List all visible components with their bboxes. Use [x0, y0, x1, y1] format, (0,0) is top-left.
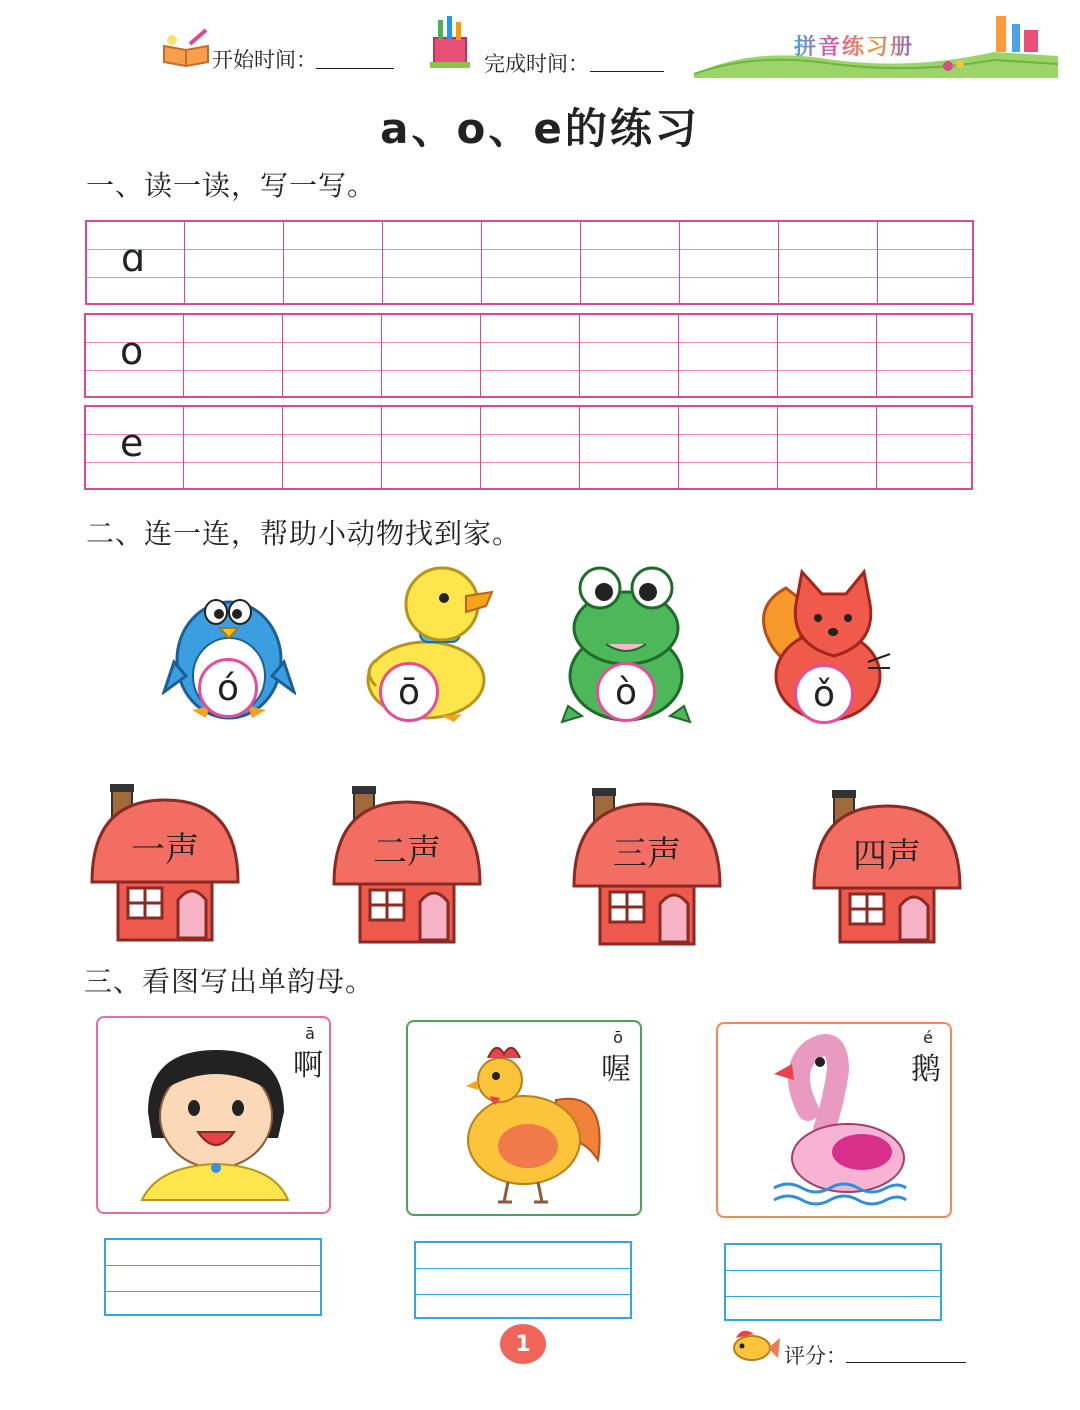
- score-label: 评分：: [784, 1344, 847, 1368]
- pinyin-o: ō: [613, 1028, 623, 1047]
- page-title: a、o、e的练习: [380, 104, 700, 153]
- picture-card-2: [406, 1020, 642, 1216]
- writing-grid-a[interactable]: [85, 220, 974, 305]
- pinyin-e: é: [923, 1028, 933, 1047]
- hanzi-a: 啊: [293, 1048, 323, 1083]
- picture-card-3: [716, 1022, 952, 1218]
- banner-title: 拼音练习册: [794, 35, 915, 60]
- pinyin-a: ā: [305, 1024, 315, 1043]
- grid-letter-o: o: [120, 329, 144, 373]
- answer-box-1[interactable]: [104, 1238, 322, 1316]
- girl-icon: [128, 1042, 298, 1202]
- pencil-cup-icon: [426, 14, 474, 70]
- house-label-2: 二声: [373, 832, 441, 872]
- tone-badge-4: ǒ: [794, 664, 854, 724]
- hanzi-e: 鹅: [911, 1052, 941, 1087]
- answer-box-3[interactable]: [724, 1243, 942, 1321]
- book-icon: [160, 26, 212, 70]
- tone-badge-2: ō: [379, 662, 439, 722]
- house-label-4: 四声: [853, 836, 921, 876]
- tone-badge-1: ó: [198, 658, 258, 718]
- tone-badge-3: ò: [596, 662, 656, 722]
- start-time-field[interactable]: [316, 68, 394, 69]
- start-time-label: 开始时间：: [212, 48, 317, 72]
- writing-grid-o[interactable]: [84, 313, 973, 398]
- picture-card-1: [96, 1016, 331, 1214]
- answer-box-2[interactable]: [414, 1241, 632, 1319]
- house-label-3: 三声: [613, 834, 681, 874]
- fish-icon: [728, 1326, 780, 1364]
- hanzi-o: 喔: [601, 1052, 631, 1087]
- finish-time-label: 完成时间：: [484, 52, 589, 76]
- finish-time-field[interactable]: [590, 71, 664, 72]
- house-label-1: 一声: [131, 830, 199, 870]
- rooster-icon: [438, 1040, 614, 1210]
- page-number: 1: [500, 1324, 546, 1364]
- section2-heading: 二、连一连，帮助小动物找到家。: [86, 517, 522, 550]
- writing-grid-e[interactable]: [84, 405, 973, 490]
- section3-heading: 三、看图写出单韵母。: [84, 965, 375, 998]
- grid-letter-e: e: [120, 421, 144, 465]
- grid-letter-a: ɑ: [121, 236, 146, 280]
- score-field[interactable]: [846, 1362, 966, 1363]
- goose-icon: [768, 1030, 908, 1216]
- section1-heading: 一、读一读，写一写。: [86, 169, 377, 202]
